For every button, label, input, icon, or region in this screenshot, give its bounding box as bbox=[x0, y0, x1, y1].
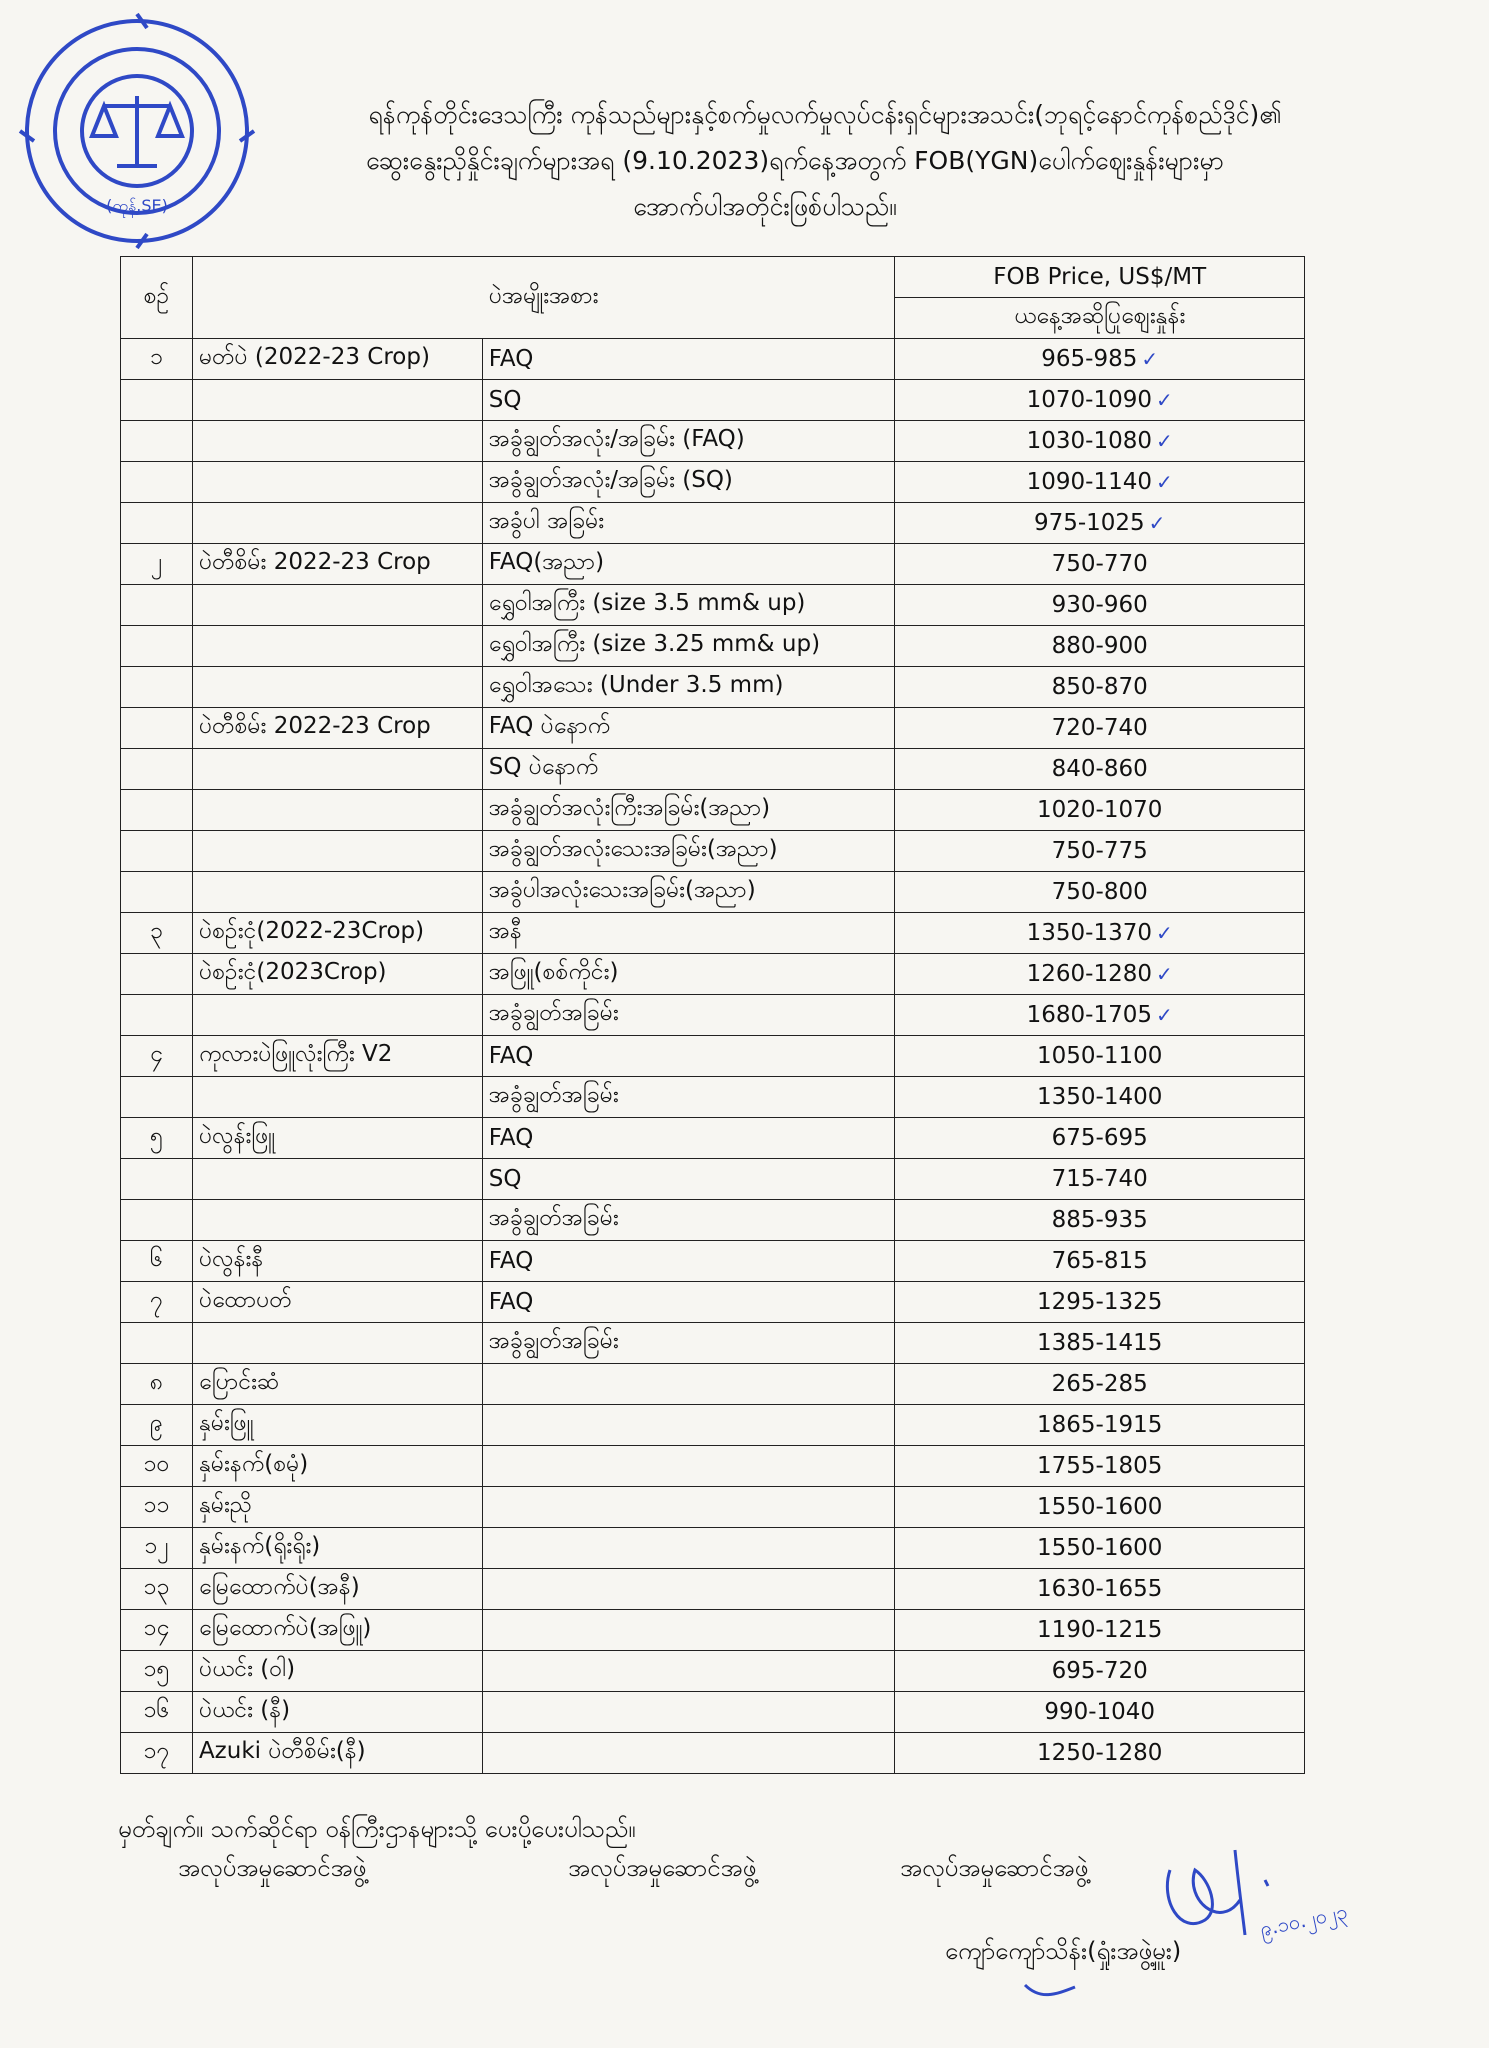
row-number bbox=[121, 462, 193, 503]
table-row bbox=[121, 1200, 1305, 1241]
table-row bbox=[121, 1487, 1305, 1528]
fob-price bbox=[895, 544, 1305, 585]
row-number bbox=[121, 667, 193, 708]
price-value: 885-935 bbox=[1051, 1207, 1148, 1233]
item-grade: အနီ bbox=[482, 913, 895, 954]
row-number: ၈ bbox=[121, 1364, 193, 1405]
row-number bbox=[121, 1159, 193, 1200]
table-row bbox=[121, 708, 1305, 749]
item-grade bbox=[482, 1364, 895, 1405]
item-name bbox=[192, 585, 482, 626]
item-name bbox=[192, 872, 482, 913]
item-name: ပဲစဉ်းငုံ(2023Crop) bbox=[192, 954, 482, 995]
table-row bbox=[121, 831, 1305, 872]
item-grade: အခွံချွတ်အခြမ်း bbox=[482, 995, 895, 1036]
signatory-3: အလုပ်အမှုဆောင်အဖွဲ့ bbox=[900, 1854, 1089, 1882]
item-grade bbox=[482, 1528, 895, 1569]
fob-price bbox=[895, 995, 1305, 1036]
item-grade: FAQ bbox=[482, 1282, 895, 1323]
col-header-price: FOB Price, US$/MT bbox=[895, 257, 1305, 298]
row-number bbox=[121, 503, 193, 544]
price-value: 1295-1325 bbox=[1037, 1289, 1163, 1315]
item-grade bbox=[482, 1569, 895, 1610]
item-name: Azuki ပဲတီစိမ်း(နီ) bbox=[192, 1733, 482, 1774]
table-row bbox=[121, 1405, 1305, 1446]
fob-price bbox=[895, 1323, 1305, 1364]
checkmark-icon: ✓ bbox=[1156, 1003, 1173, 1027]
row-number bbox=[121, 1323, 193, 1364]
item-name bbox=[192, 831, 482, 872]
table-row bbox=[121, 954, 1305, 995]
fob-price bbox=[895, 585, 1305, 626]
price-value: 1350-1370 bbox=[1026, 920, 1152, 946]
price-value: 965-985 bbox=[1041, 346, 1138, 372]
item-grade bbox=[482, 1733, 895, 1774]
row-number bbox=[121, 790, 193, 831]
item-name: မတ်ပဲ (2022-23 Crop) bbox=[192, 339, 482, 380]
fob-price bbox=[895, 1364, 1305, 1405]
table-row bbox=[121, 380, 1305, 421]
item-grade: FAQ bbox=[482, 339, 895, 380]
price-value: 750-775 bbox=[1051, 838, 1148, 864]
item-name bbox=[192, 1200, 482, 1241]
item-name bbox=[192, 790, 482, 831]
item-name: ပဲလွန်းဖြူ bbox=[192, 1118, 482, 1159]
row-number: ၇ bbox=[121, 1282, 193, 1323]
table-row bbox=[121, 544, 1305, 585]
item-name bbox=[192, 1077, 482, 1118]
col-header-price-sub: ယနေ့အဆိုပြုဈေးနှုန်း bbox=[895, 298, 1305, 339]
item-grade: FAQ bbox=[482, 1241, 895, 1282]
row-number bbox=[121, 1200, 193, 1241]
row-number: ၅ bbox=[121, 1118, 193, 1159]
row-number: ၁၃ bbox=[121, 1569, 193, 1610]
item-name bbox=[192, 749, 482, 790]
item-name bbox=[192, 1323, 482, 1364]
table-row bbox=[121, 872, 1305, 913]
item-grade: အခွံပါအလုံးသေးအခြမ်း(အညာ) bbox=[482, 872, 895, 913]
item-grade bbox=[482, 1651, 895, 1692]
item-grade: FAQ bbox=[482, 1118, 895, 1159]
checkmark-icon: ✓ bbox=[1156, 470, 1173, 494]
row-number bbox=[121, 749, 193, 790]
price-value: 720-740 bbox=[1051, 715, 1148, 741]
item-name: ပဲယင်း (နီ) bbox=[192, 1692, 482, 1733]
price-value: 1250-1280 bbox=[1037, 1740, 1163, 1766]
item-grade: အခွံချွတ်အလုံး/အခြမ်း (SQ) bbox=[482, 462, 895, 503]
table-row bbox=[121, 503, 1305, 544]
table-row bbox=[121, 1528, 1305, 1569]
price-value: 715-740 bbox=[1051, 1166, 1148, 1192]
table-row bbox=[121, 1651, 1305, 1692]
handwritten-signature bbox=[1150, 1840, 1350, 1950]
table-row bbox=[121, 1159, 1305, 1200]
item-name bbox=[192, 626, 482, 667]
item-grade: SQ ပဲနောက် bbox=[482, 749, 895, 790]
item-grade bbox=[482, 1487, 895, 1528]
item-grade: ရွှေဝါအကြီး (size 3.25 mm& up) bbox=[482, 626, 895, 667]
row-number bbox=[121, 708, 193, 749]
document-header bbox=[150, 92, 1380, 230]
row-number bbox=[121, 954, 193, 995]
price-value: 1350-1400 bbox=[1037, 1084, 1163, 1110]
table-row bbox=[121, 1569, 1305, 1610]
item-grade: အဖြူ(စစ်ကိုင်း) bbox=[482, 954, 895, 995]
table-row bbox=[121, 1692, 1305, 1733]
item-name bbox=[192, 421, 482, 462]
row-number: ၁၁ bbox=[121, 1487, 193, 1528]
fob-price bbox=[895, 421, 1305, 462]
item-name: ပဲယင်း (ဝါ) bbox=[192, 1651, 482, 1692]
header-line-1: ရန်ကုန်တိုင်းဒေသကြီး ကုန်သည်များနှင့်စက်မှုလက်မှုလုပ်ငန်းရှင်များအသင်း(ဘုရင့်နောင်ကုန်စည်ဒိုင်)၏ bbox=[368, 100, 1282, 129]
price-value: 1550-1600 bbox=[1037, 1535, 1163, 1561]
price-value: 880-900 bbox=[1051, 633, 1148, 659]
fob-price bbox=[895, 708, 1305, 749]
item-name: ပဲထောပတ် bbox=[192, 1282, 482, 1323]
price-value: 750-770 bbox=[1051, 551, 1148, 577]
fob-price bbox=[895, 1159, 1305, 1200]
checkmark-icon: ✓ bbox=[1148, 511, 1166, 535]
item-grade: အခွံပါ အခြမ်း bbox=[482, 503, 895, 544]
row-number bbox=[121, 995, 193, 1036]
price-value: 1755-1805 bbox=[1037, 1453, 1163, 1479]
col-header-no: စဉ် bbox=[121, 257, 193, 339]
fob-price bbox=[895, 1651, 1305, 1692]
price-value: 765-815 bbox=[1051, 1248, 1148, 1274]
fob-price-table bbox=[120, 256, 1305, 1774]
row-number bbox=[121, 626, 193, 667]
table-row bbox=[121, 1446, 1305, 1487]
table-row bbox=[121, 1610, 1305, 1651]
checkmark-icon: ✓ bbox=[1156, 962, 1173, 986]
item-name bbox=[192, 380, 482, 421]
price-value: 1630-1655 bbox=[1037, 1576, 1163, 1602]
item-grade: အခွံချွတ်အလုံးသေးအခြမ်း(အညာ) bbox=[482, 831, 895, 872]
row-number bbox=[121, 831, 193, 872]
item-name: ပဲလွန်းနီ bbox=[192, 1241, 482, 1282]
price-value: 750-800 bbox=[1051, 879, 1148, 905]
price-value: 675-695 bbox=[1051, 1125, 1148, 1151]
price-value: 975-1025 bbox=[1033, 510, 1145, 536]
item-grade bbox=[482, 1610, 895, 1651]
item-name: နှမ်းနက်(ရိုးရိုး) bbox=[192, 1528, 482, 1569]
item-name: မြေထောက်ပဲ(အဖြူ) bbox=[192, 1610, 482, 1651]
checkmark-icon: ✓ bbox=[1156, 429, 1173, 453]
row-number: ၁၅ bbox=[121, 1651, 193, 1692]
row-number: ၁၇ bbox=[121, 1733, 193, 1774]
price-value: 850-870 bbox=[1051, 674, 1148, 700]
table-row bbox=[121, 667, 1305, 708]
fob-price bbox=[895, 790, 1305, 831]
table-row bbox=[121, 790, 1305, 831]
item-grade: အခွံချွတ်အခြမ်း bbox=[482, 1077, 895, 1118]
price-value: 1020-1070 bbox=[1037, 797, 1163, 823]
row-number bbox=[121, 421, 193, 462]
table-row bbox=[121, 339, 1305, 380]
table-row bbox=[121, 626, 1305, 667]
fob-price bbox=[895, 626, 1305, 667]
fob-price bbox=[895, 831, 1305, 872]
price-value: 1070-1090 bbox=[1026, 387, 1152, 413]
item-name bbox=[192, 462, 482, 503]
item-grade: FAQ bbox=[482, 1036, 895, 1077]
fob-price bbox=[895, 667, 1305, 708]
row-number bbox=[121, 872, 193, 913]
price-value: 265-285 bbox=[1051, 1371, 1148, 1397]
fob-price bbox=[895, 749, 1305, 790]
item-grade bbox=[482, 1405, 895, 1446]
fob-price bbox=[895, 503, 1305, 544]
fob-price bbox=[895, 1036, 1305, 1077]
fob-price bbox=[895, 1118, 1305, 1159]
price-value: 840-860 bbox=[1051, 756, 1148, 782]
fob-price bbox=[895, 1446, 1305, 1487]
table-row bbox=[121, 995, 1305, 1036]
price-value: 1260-1280 bbox=[1026, 961, 1152, 987]
item-grade: SQ bbox=[482, 380, 895, 421]
table-row bbox=[121, 1036, 1305, 1077]
signatory-2: အလုပ်အမှုဆောင်အဖွဲ့ bbox=[568, 1854, 757, 1882]
table-row bbox=[121, 1241, 1305, 1282]
row-number: ၉ bbox=[121, 1405, 193, 1446]
fob-price bbox=[895, 1405, 1305, 1446]
header-line-3: အောက်ပါအတိုင်းဖြစ်ပါသည်။ bbox=[633, 192, 897, 221]
signatory-1: အလုပ်အမှုဆောင်အဖွဲ့ bbox=[178, 1854, 367, 1882]
table-row bbox=[121, 913, 1305, 954]
item-name bbox=[192, 667, 482, 708]
checkmark-icon: ✓ bbox=[1141, 347, 1159, 371]
chairperson-name: ကျော်ကျော်သိန်း(ရှုံးအဖွဲ့မှူး) bbox=[945, 1937, 1182, 1965]
row-number bbox=[121, 1077, 193, 1118]
table-row bbox=[121, 749, 1305, 790]
item-name: မြေထောက်ပဲ(အနီ) bbox=[192, 1569, 482, 1610]
item-name bbox=[192, 1159, 482, 1200]
item-grade bbox=[482, 1446, 895, 1487]
fob-price bbox=[895, 1487, 1305, 1528]
item-grade: FAQ(အညာ) bbox=[482, 544, 895, 585]
fob-price bbox=[895, 1200, 1305, 1241]
row-number: ၂ bbox=[121, 544, 193, 585]
footer-note: မှတ်ချက်။ သက်ဆိုင်ရာ ဝန်ကြီးဌာနများသို့ ပေးပို့ပေးပါသည်။ bbox=[118, 1815, 636, 1843]
price-value: 1385-1415 bbox=[1037, 1330, 1163, 1356]
fob-price bbox=[895, 339, 1305, 380]
item-name bbox=[192, 503, 482, 544]
item-grade: FAQ ပဲနောက် bbox=[482, 708, 895, 749]
row-number bbox=[121, 585, 193, 626]
fob-price bbox=[895, 1241, 1305, 1282]
item-name: ကုလားပဲဖြူလုံးကြီး V2 bbox=[192, 1036, 482, 1077]
checkmark-icon: ✓ bbox=[1156, 921, 1173, 945]
price-value: 1865-1915 bbox=[1037, 1412, 1163, 1438]
header-line-2: ဆွေးနွေးညှိနှိုင်းချက်များအရ (9.10.2023)ရက်နေ့အတွက် FOB(YGN)ပေါက်ဈေးနှုန်းများမှာ bbox=[366, 146, 1224, 175]
item-name: နှမ်းနက်(စမုံ) bbox=[192, 1446, 482, 1487]
item-grade: ရွှေဝါအကြီး (size 3.5 mm& up) bbox=[482, 585, 895, 626]
ink-mark bbox=[1020, 1975, 1080, 2005]
item-grade: အခွံချွတ်အလုံး/အခြမ်း (FAQ) bbox=[482, 421, 895, 462]
item-grade: အခွံချွတ်အခြမ်း bbox=[482, 1200, 895, 1241]
row-number: ၄ bbox=[121, 1036, 193, 1077]
col-header-item: ပဲအမျိုးအစား bbox=[192, 257, 894, 339]
checkmark-icon: ✓ bbox=[1156, 388, 1173, 412]
svg-text:၉.၁၀.၂၀၂၃: ၉.၁၀.၂၀၂၃ bbox=[1257, 1899, 1350, 1942]
item-name: ပဲစဉ်းငုံ(2022-23Crop) bbox=[192, 913, 482, 954]
price-value: 1030-1080 bbox=[1026, 428, 1152, 454]
table-row bbox=[121, 585, 1305, 626]
price-value: 1190-1215 bbox=[1037, 1617, 1163, 1643]
item-grade bbox=[482, 1692, 895, 1733]
table-row bbox=[121, 1364, 1305, 1405]
table-row bbox=[121, 1323, 1305, 1364]
row-number: ၁၆ bbox=[121, 1692, 193, 1733]
price-value: 695-720 bbox=[1051, 1658, 1148, 1684]
row-number: ၁၄ bbox=[121, 1610, 193, 1651]
row-number: ၆ bbox=[121, 1241, 193, 1282]
item-grade: ရွှေဝါအသေး (Under 3.5 mm) bbox=[482, 667, 895, 708]
fob-price bbox=[895, 1569, 1305, 1610]
fob-price bbox=[895, 1733, 1305, 1774]
item-grade: အခွံချွတ်အခြမ်း bbox=[482, 1323, 895, 1364]
row-number: ၁၂ bbox=[121, 1528, 193, 1569]
row-number: ၁ bbox=[121, 339, 193, 380]
svg-text:(ကုန်.SE): (ကုန်.SE) bbox=[106, 196, 168, 215]
table-row bbox=[121, 1282, 1305, 1323]
item-name: ပဲတီစိမ်း 2022-23 Crop bbox=[192, 544, 482, 585]
table-row bbox=[121, 1733, 1305, 1774]
table-row bbox=[121, 462, 1305, 503]
fob-price bbox=[895, 1692, 1305, 1733]
row-number: ၃ bbox=[121, 913, 193, 954]
price-value: 990-1040 bbox=[1044, 1699, 1156, 1725]
fob-price bbox=[895, 1077, 1305, 1118]
fob-price bbox=[895, 1282, 1305, 1323]
item-name: နှမ်းညို bbox=[192, 1487, 482, 1528]
table-row bbox=[121, 1077, 1305, 1118]
row-number bbox=[121, 380, 193, 421]
price-value: 1090-1140 bbox=[1026, 469, 1152, 495]
price-value: 930-960 bbox=[1051, 592, 1148, 618]
price-value: 1550-1600 bbox=[1037, 1494, 1163, 1520]
fob-price bbox=[895, 913, 1305, 954]
table-row bbox=[121, 421, 1305, 462]
item-name: ပြောင်းဆံ bbox=[192, 1364, 482, 1405]
fob-price bbox=[895, 954, 1305, 995]
fob-price bbox=[895, 1528, 1305, 1569]
fob-price bbox=[895, 1610, 1305, 1651]
item-grade: အခွံချွတ်အလုံးကြီးအခြမ်း(အညာ) bbox=[482, 790, 895, 831]
fob-price bbox=[895, 872, 1305, 913]
fob-price bbox=[895, 462, 1305, 503]
price-value: 1680-1705 bbox=[1026, 1002, 1152, 1028]
item-name: ပဲတီစိမ်း 2022-23 Crop bbox=[192, 708, 482, 749]
table-row bbox=[121, 1118, 1305, 1159]
row-number: ၁၀ bbox=[121, 1446, 193, 1487]
item-name: နှမ်းဖြူ bbox=[192, 1405, 482, 1446]
item-grade: SQ bbox=[482, 1159, 895, 1200]
fob-price bbox=[895, 380, 1305, 421]
item-name bbox=[192, 995, 482, 1036]
price-value: 1050-1100 bbox=[1037, 1043, 1163, 1069]
